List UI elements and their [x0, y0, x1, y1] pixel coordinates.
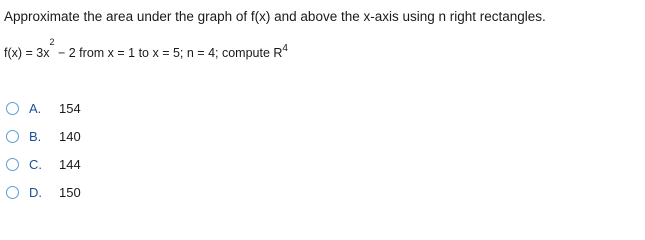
formula-prefix: f(x) = 3x: [4, 46, 50, 60]
option-letter: A.: [29, 100, 42, 116]
radio-button-icon[interactable]: [6, 158, 19, 171]
answer-options: [6, 94, 81, 206]
radio-button-icon[interactable]: [6, 130, 19, 143]
formula-subscript: 4: [282, 43, 288, 54]
option-value: 150: [59, 184, 81, 200]
option-value: 144: [59, 156, 81, 172]
option-a[interactable]: [6, 94, 81, 122]
option-c[interactable]: [6, 150, 81, 178]
option-value: 140: [59, 128, 81, 144]
formula-exponent: 2: [49, 37, 55, 47]
radio-button-icon[interactable]: [6, 186, 19, 199]
option-letter: B.: [29, 128, 42, 144]
option-letter: D.: [29, 184, 42, 200]
option-value: 154: [59, 100, 81, 116]
option-b[interactable]: [6, 122, 81, 150]
radio-button-icon[interactable]: [6, 102, 19, 115]
question-prompt: Approximate the area under the graph of f(x) and above the x-axis using n right rectangles.: [4, 9, 546, 24]
formula-middle: − 2 from x = 1 to x = 5; n = 4; compute R: [54, 46, 283, 60]
option-d[interactable]: [6, 178, 81, 206]
option-letter: C.: [29, 156, 42, 172]
question-formula: [4, 37, 288, 62]
